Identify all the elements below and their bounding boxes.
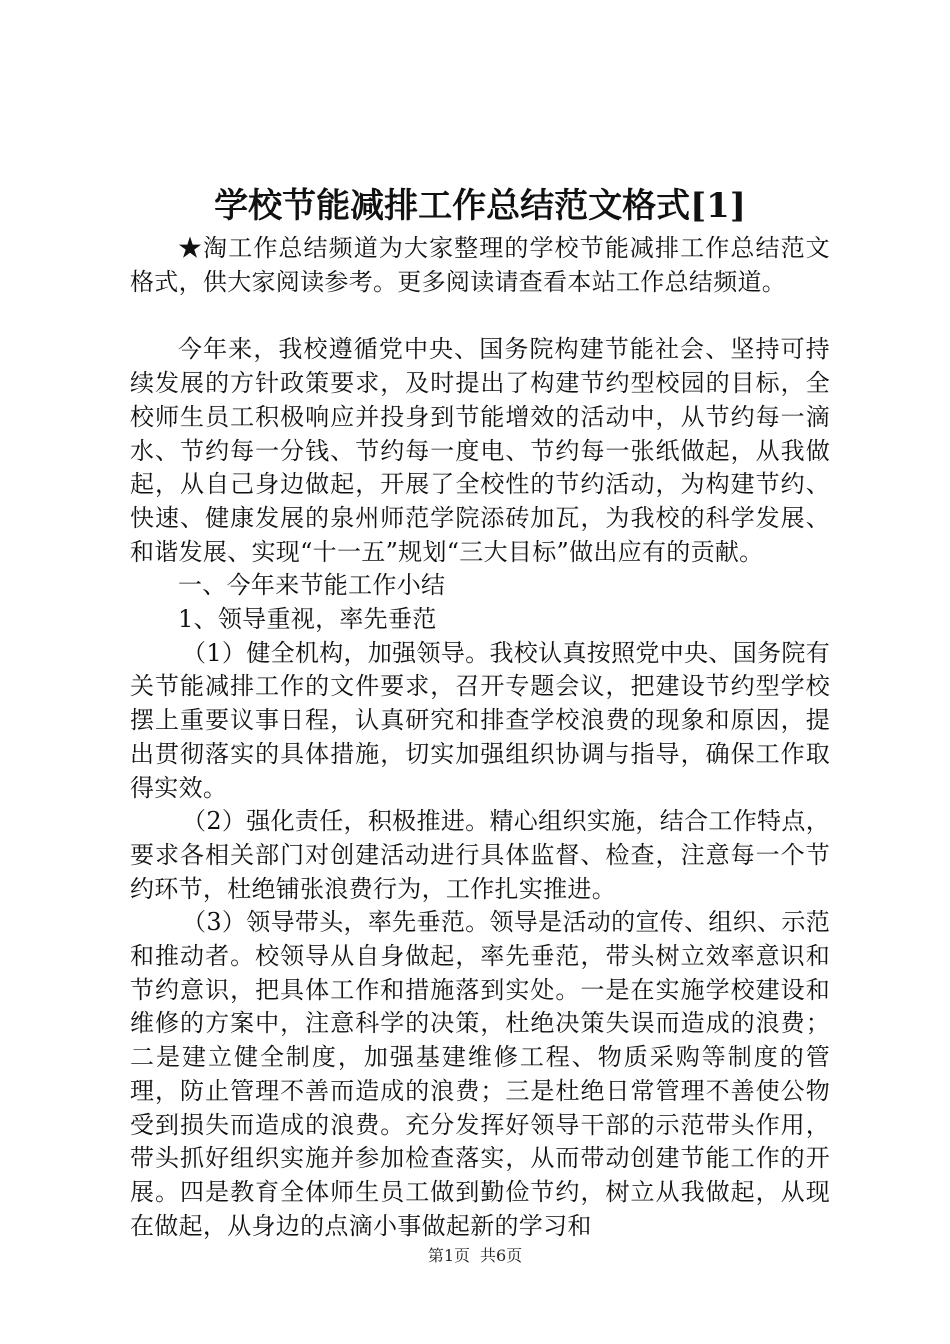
- section-heading: 一、今年来节能工作小结: [178, 571, 446, 600]
- intro-paragraph: ★淘工作总结频道为大家整理的学校节能减排工作总结范文格式，供大家阅读参考。更多阅读请查看本站工作总结频道。: [130, 234, 830, 296]
- subsection-heading: 1、领导重视，率先垂范: [178, 605, 437, 634]
- document-body: [130, 232, 830, 1243]
- body-paragraph: （3）领导带头，率先垂范。领导是活动的宣传、组织、示范和推动者。校领导从自身做起，率先垂范，带头树立效率意识和节约意识，把具体工作和措施落到实处。一是在实施学校建设和维修的方案中，注意科学的决策，杜绝决策失误而造成的浪费；二是建立健全制度，加强基建维修工程、物质采购等制度的管理，防止管理不善而造成的浪费；三是杜绝日常管理不善使公物受到损失而造成的浪费。充分发挥好领导干部的示范带头作用，带头抓好组织实施并参加检查落实，从而带动创建节能工作的开展。四是教育全体师生员工做到勤俭节约，树立从我做起，从现在做起，从身边的点滴小事做起新的学习和: [130, 908, 830, 1240]
- paragraph-spacer: [130, 299, 830, 333]
- body-paragraph: 今年来，我校遵循党中央、国务院构建节能社会、坚持可持续发展的方针政策要求，及时提出了构建节约型校园的目标，全校师生员工积极响应并投身到节能增效的活动中，从节约每一滴水、节约每一分钱、节约每一度电、节约每一张纸做起，从我做起，从自己身边做起，开展了全校性的节约活动，为构建节约、快速、健康发展的泉州师范学院添砖加瓦，为我校的科学发展、和谐发展、实现“十一五”规划“三大目标”做出应有的贡献。: [130, 335, 830, 566]
- body-paragraph: （1）健全机构，加强领导。我校认真按照党中央、国务院有关节能减排工作的文件要求，召开专题会议，把建设节约型学校摆上重要议事日程，认真研究和排查学校浪费的现象和原因，提出贯彻落实的具体措施，切实加强组织协调与指导，确保工作取得实效。: [130, 638, 830, 802]
- document-title: 学校节能减排工作总结范文格式[1]: [214, 186, 746, 226]
- page-footer: [0, 1245, 950, 1267]
- page-number: 第1页: [427, 1246, 470, 1265]
- body-paragraph: （2）强化责任，积极推进。精心组织实施，结合工作特点，要求各相关部门对创建活动进行具体监督、检查，注意每一个节约环节，杜绝铺张浪费行为，工作扎实推进。: [130, 807, 830, 903]
- page-total: 共6页: [480, 1246, 523, 1265]
